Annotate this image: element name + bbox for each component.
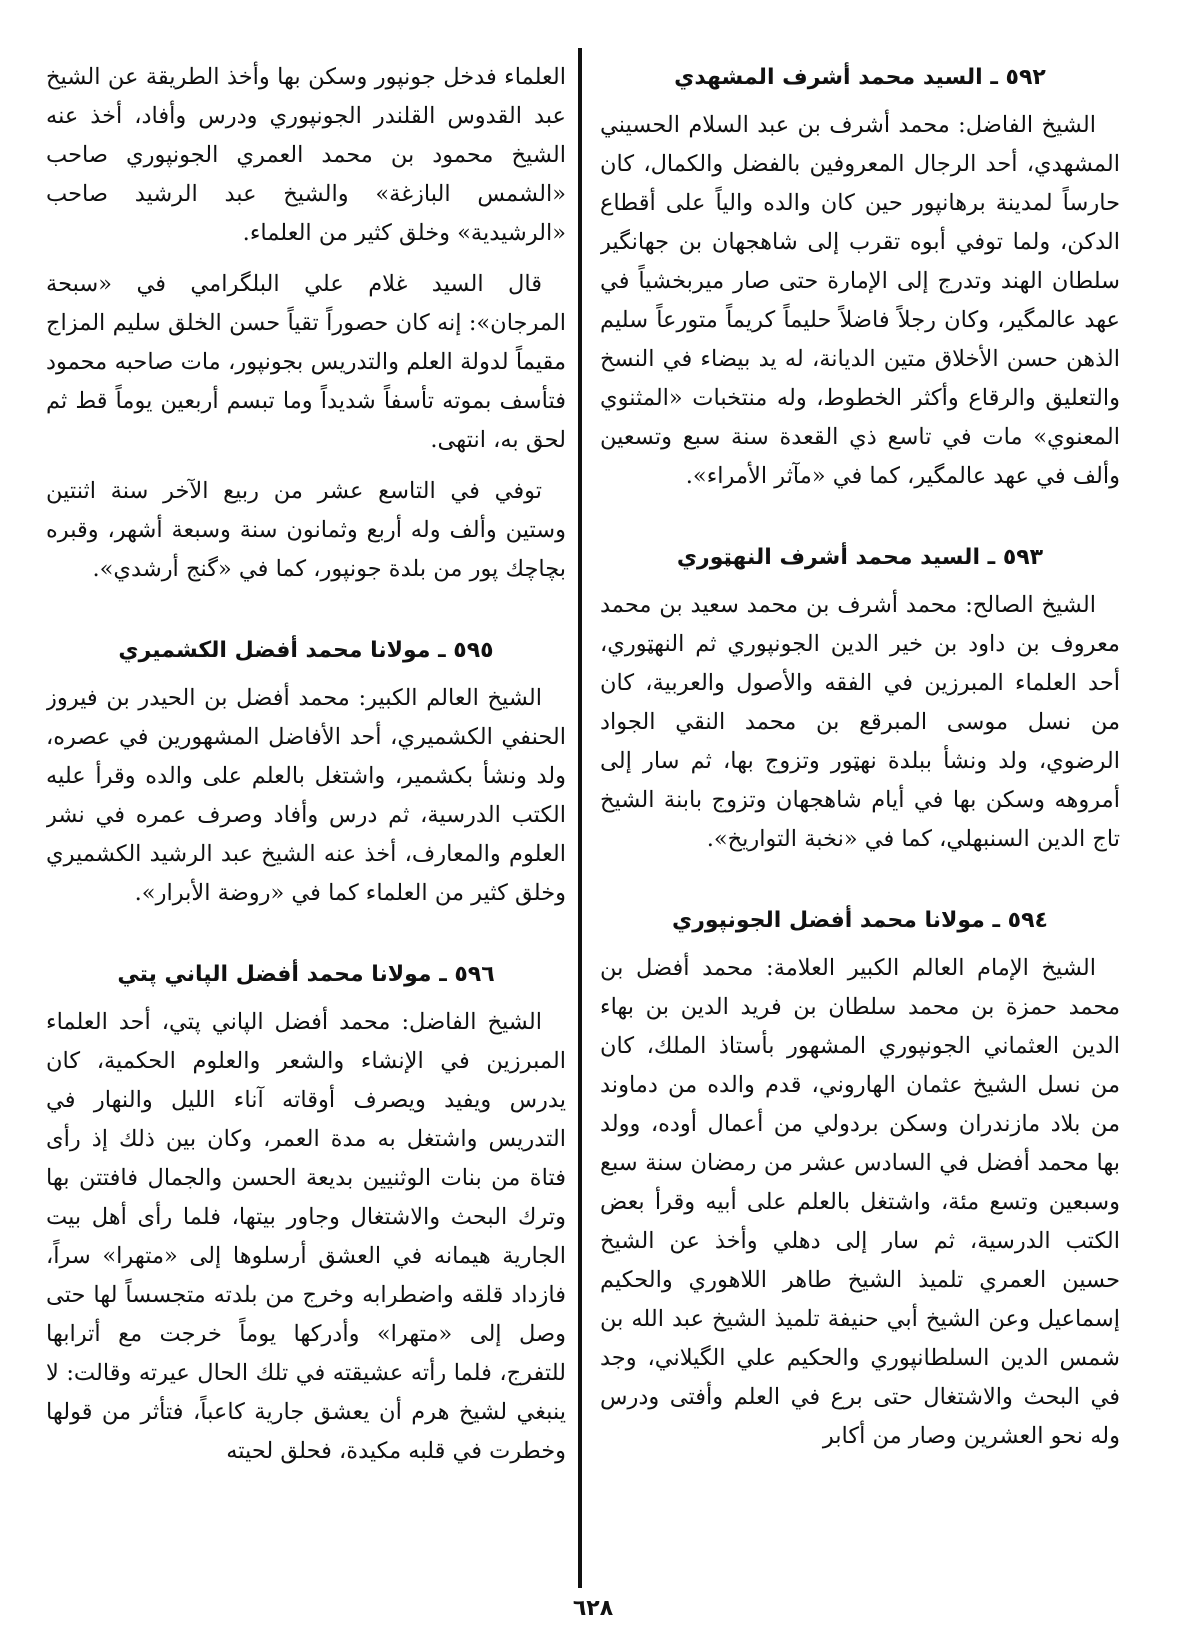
entry-594-heading: ٥٩٤ ـ مولانا محمد أفضل الجونپوري	[672, 908, 1048, 933]
entry-594-continuation-2: قال السيد غلام علي البلگرامي في «سبحة المرجان»: إنه كان حصوراً تقياً حسن الخلق سليم المزاج مقيماً لدولة العلم والتدريس بجونپور، مات صاحبه محمود فتأسف بموته تأسفاً شديداً وما تبسم أربعين يوماً قط ثم لحق به، انتهى.	[46, 271, 566, 453]
section-gap	[600, 871, 1120, 901]
right-column	[600, 58, 1120, 1588]
entry-596-text: الشيخ الفاضل: محمد أفضل الپاني پتي، أحد العلماء المبرزين في الإنشاء والشعر والعلوم الحكمية، كان يدرس ويفيد ويصرف أوقاته آناء الليل والنهار في التدريس واشتغل به مدة العمر، وكان بين ذلك إذ رأى فتاة من بنات الوثنيين بديعة الحسن والجمال فافتتن بها وترك البحث والاشتغال وجاور بيتها، فلما رأى أهل بيت الجارية هيمانه في العشق أرسلوها إلى «متهرا» سراً، فازداد قلقه واضطرابه وخرج من بلدته متجسساً لها حتى وصل إلى «متهرا» وأدركها يوماً خرجت مع أترابها للتفرج، فلما رأته عشيقته في تلك الحال عيرته وقالت: لا ينبغي لشيخ هرم أن يعشق جارية كاعباً، فتأثر من قولها وخطرت في قلبه مكيدة، فحلق لحيته	[46, 1009, 566, 1464]
section-gap	[46, 925, 566, 955]
section-gap	[600, 508, 1120, 538]
column-divider	[578, 48, 582, 1588]
entry-592-text: الشيخ الفاضل: محمد أشرف بن عبد السلام الحسيني المشهدي، أحد الرجال المعروفين بالفضل والكمال، كان حارساً لمدينة برهانپور حين كان والده والياً على أقطاع الدكن، ولما توفي أبوه تقرب إلى شاهجهان بن جهانگير سلطان الهند وتدرج إلى الإمارة حتى صار ميربخشياً في عهد عالمگير، وكان رجلاً فاضلاً حليماً كريماً متورعاً سليم الذهن حسن الأخلاق متين الديانة، له يد بيضاء في النسخ والتعليق والرقاع وأكثر الخطوط، وله منتخبات «المثنوي المعنوي» مات في تاسع ذي القعدة سنة سبع وتسعين وألف في عهد عالمگير، كما في «مآثر الأمراء».	[600, 112, 1120, 489]
entry-593-heading: ٥٩٣ ـ السيد محمد أشرف النهټوري	[676, 545, 1044, 570]
entry-596-heading: ٥٩٦ ـ مولانا محمد أفضل الپاني پتي	[117, 962, 495, 987]
entry-594-continuation-3: توفي في التاسع عشر من ربيع الآخر سنة اثنتين وستين وألف وله أربع وثمانون سنة وسبعة أشهر، وقبره بچاچك پور من بلدة جونپور، كما في «گنج أرشدي».	[46, 478, 566, 582]
entry-594-text: الشيخ الإمام العالم الكبير العلامة: محمد أفضل بن محمد حمزة بن محمد سلطان بن فريد الدين بن بهاء الدين العثماني الجونپوري المشهور بأستاذ الملك، كان من نسل الشيخ عثمان الهاروني، قدم والده من دماوند من بلاد مازندران وسكن بردولي من أعمال أوده، وولد بها محمد أفضل في السادس عشر من رمضان سنة سبع وسبعين وتسع مئة، واشتغل بالعلم على أبيه وقرأ بعض الكتب الدرسية، ثم سار إلى دهلي وأخذ عن الشيخ حسين العمري تلميذ الشيخ طاهر اللاهوري والحكيم إسماعيل وعن الشيخ أبي حنيفة تلميذ الشيخ عبد الله بن شمس الدين السلطانپوري والحكيم علي الگيلاني، وجد في البحث والاشتغال حتى برع في العلم وأفتى ودرس وله نحو العشرين وصار من أكابر	[600, 955, 1120, 1449]
entry-595-text: الشيخ العالم الكبير: محمد أفضل بن الحيدر بن فيروز الحنفي الكشميري، أحد الأفاضل المشهورين في عصره، ولد ونشأ بكشمير، واشتغل بالعلم على والده وقرأ عليه الكتب الدرسية، ثم درس وأفاد وصرف عمره في نشر العلوم والمعارف، أخذ عنه الشيخ عبد الرشيد الكشميري وخلق كثير من العلماء كما في «روضة الأبرار».	[46, 685, 566, 906]
left-column	[46, 58, 566, 1588]
entry-593-text: الشيخ الصالح: محمد أشرف بن محمد سعيد بن محمد معروف بن داود بن خير الدين الجونپوري ثم النهټوري، أحد العلماء المبرزين في الفقه والأصول والعربية، كان من نسل موسى المبرقع بن محمد النقي الجواد الرضوي، ولد ونشأ ببلدة نهټور وتزوج بها، ثم سار إلى أمروهه وسكن بها في أيام شاهجهان وتزوج بابنة الشيخ تاج الدين السنبهلي، كما في «نخبة التواريخ».	[600, 592, 1120, 852]
section-gap	[46, 601, 566, 631]
entry-592-heading: ٥٩٢ ـ السيد محمد أشرف المشهدي	[674, 65, 1046, 90]
page-number: ٦٢٨	[572, 1596, 614, 1621]
entry-594-continuation-1: العلماء فدخل جونپور وسكن بها وأخذ الطريقة عن الشيخ عبد القدوس القلندر الجونپوري ودرس وأفاد، أخذ عنه الشيخ محمود بن محمد العمري الجونپوري صاحب «الشمس البازغة» والشيخ عبد الرشيد صاحب «الرشيدية» وخلق كثير من العلماء.	[46, 64, 566, 246]
entry-595-heading: ٥٩٥ ـ مولانا محمد أفضل الكشميري	[118, 638, 494, 663]
